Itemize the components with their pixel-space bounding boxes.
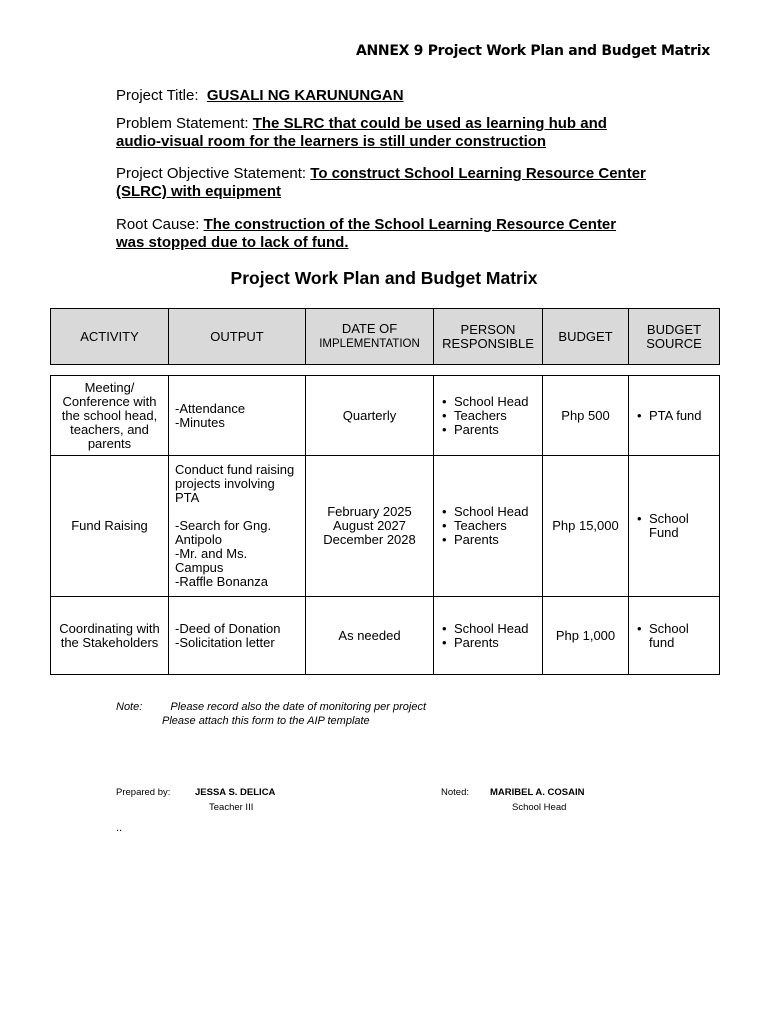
prepared-by-label: Prepared by:: [116, 787, 171, 798]
root-cause-label: Root Cause:: [116, 216, 200, 233]
persons-list: [440, 622, 536, 650]
problem-statement-label: Problem Statement:: [116, 115, 249, 132]
list-item: • School Head: [454, 622, 536, 636]
row-activity: Coordinating with the Stakeholders: [51, 597, 169, 675]
header-person: [434, 309, 543, 365]
prepared-by-position: Teacher III: [209, 802, 254, 813]
root-cause-value: The construction of the School Learning Resource Center was stopped due to lack of fund.: [116, 216, 617, 251]
matrix-header-table: [50, 308, 720, 365]
problem-statement-line: [116, 115, 646, 151]
row-source: [629, 597, 720, 675]
header-budget: BUDGET: [543, 309, 629, 365]
row-output: -Deed of Donation -Solicitation letter: [169, 597, 306, 675]
persons-list: [440, 395, 536, 437]
prepared-by-name: JESSA S. DELICA: [195, 787, 276, 798]
header-source-line2: SOURCE: [646, 335, 702, 351]
project-title-label: Project Title:: [116, 87, 199, 104]
row-date: Quarterly: [306, 376, 434, 456]
annex-header: ANNEX 9 Project Work Plan and Budget Matrix: [355, 43, 710, 59]
list-item: • Teachers: [454, 519, 536, 533]
persons-list: [440, 505, 536, 547]
header-source-line1: BUDGET: [646, 321, 702, 337]
header-row: [51, 309, 720, 365]
objective-statement-value: To construct School Learning Resource Center (SLRC) with equipment: [116, 165, 646, 200]
row-persons: [434, 376, 543, 456]
row-activity: Meeting/ Conference with the school head, teachers, and parents: [51, 376, 169, 456]
header-person-line1: PERSON: [460, 321, 516, 337]
list-item: • School Fund: [649, 512, 699, 540]
matrix-body-table: [50, 375, 720, 675]
row-persons: [434, 456, 543, 597]
row-output: -Attendance -Minutes: [169, 376, 306, 456]
root-cause-line: [116, 216, 646, 252]
note-label: Note:: [116, 701, 143, 713]
row-output: Conduct fund raising projects involving PTA -Search for Gng. Antipolo -Mr. and Ms. Campus -Raffle Bonanza: [169, 456, 306, 597]
note-text2: Please attach this form to the AIP template: [162, 715, 370, 727]
row-date: February 2025 August 2027 December 2028: [306, 456, 434, 597]
noted-position: School Head: [512, 802, 567, 813]
list-item: • Parents: [454, 533, 536, 547]
noted-label: Noted:: [441, 787, 469, 798]
table-row: [51, 376, 720, 456]
header-activity: ACTIVITY: [51, 309, 169, 365]
header-date-line2: IMPLEMENTATION: [319, 338, 420, 350]
row-budget: Php 15,000: [543, 456, 629, 597]
row-activity: Fund Raising: [51, 456, 169, 597]
header-source: [629, 309, 720, 365]
header-person-line2: RESPONSIBLE: [442, 335, 534, 351]
header-date: [306, 309, 434, 365]
list-item: • Teachers: [454, 409, 536, 423]
row-source: [629, 456, 720, 597]
source-list: [635, 512, 713, 540]
row-budget: Php 500: [543, 376, 629, 456]
footer-dots: ..: [116, 822, 123, 834]
source-list: [635, 409, 713, 423]
header-output: OUTPUT: [169, 309, 306, 365]
noted-name: MARIBEL A. COSAIN: [490, 787, 585, 798]
objective-statement-line: [116, 165, 646, 201]
list-item: • PTA fund: [649, 409, 713, 423]
row-source: [629, 376, 720, 456]
note-block: [116, 700, 426, 728]
matrix-title: Project Work Plan and Budget Matrix: [230, 268, 538, 288]
note-line1: [116, 700, 426, 714]
project-title-line: [116, 87, 646, 105]
list-item: • School fund: [649, 622, 699, 650]
row-persons: [434, 597, 543, 675]
list-item: • School Head: [454, 395, 536, 409]
row-budget: Php 1,000: [543, 597, 629, 675]
note-text1: Please record also the date of monitoring per project: [170, 701, 427, 713]
table-row: [51, 456, 720, 597]
source-list: [635, 622, 713, 650]
project-title-value: GUSALI NG KARUNUNGAN: [206, 87, 404, 104]
table-row: [51, 597, 720, 675]
list-item: • Parents: [454, 423, 536, 437]
list-item: • Parents: [454, 636, 536, 650]
header-date-line1: DATE OF: [341, 321, 398, 336]
problem-statement-value: The SLRC that could be used as learning hub and audio-visual room for the learners is still under construction: [116, 115, 607, 150]
objective-statement-label: Project Objective Statement:: [116, 165, 307, 182]
row-date: As needed: [306, 597, 434, 675]
list-item: • School Head: [454, 505, 536, 519]
